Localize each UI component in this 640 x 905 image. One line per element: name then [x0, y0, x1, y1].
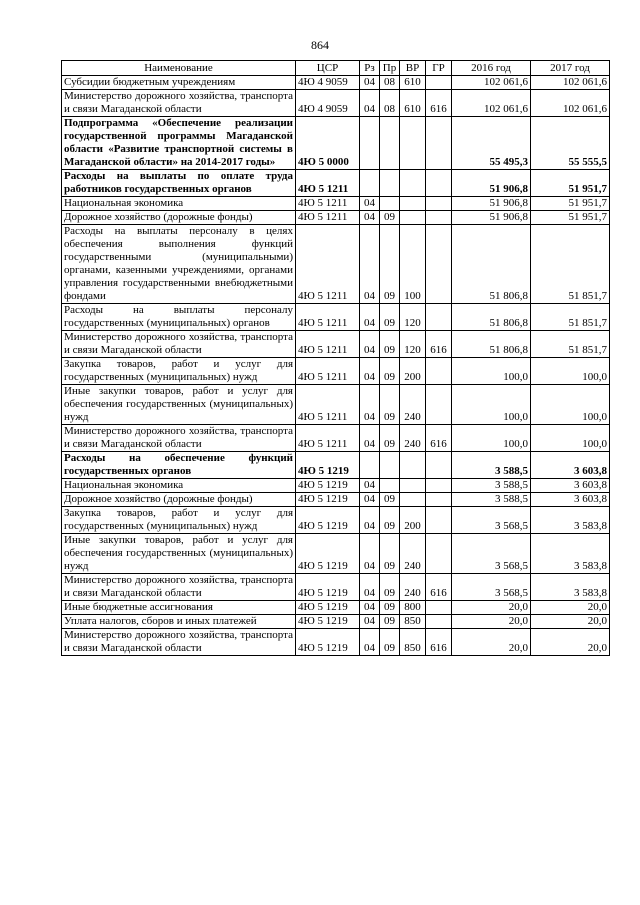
table-row [62, 507, 610, 534]
cell-name: Национальная экономика [62, 479, 296, 493]
cell-2017: 3 603,8 [531, 479, 610, 493]
table-row [62, 629, 610, 656]
cell-vr [400, 493, 426, 507]
cell-csr: 4Ю 5 1219 [296, 601, 360, 615]
cell-gr: 616 [426, 574, 452, 601]
cell-csr: 4Ю 5 1211 [296, 304, 360, 331]
table-row [62, 615, 610, 629]
cell-2016: 51 806,8 [452, 331, 531, 358]
cell-pr: 09 [380, 615, 400, 629]
cell-gr [426, 615, 452, 629]
cell-pr: 08 [380, 90, 400, 117]
cell-2016: 3 568,5 [452, 534, 531, 574]
header-row [62, 61, 610, 76]
cell-pr: 09 [380, 385, 400, 425]
cell-csr: 4Ю 5 1211 [296, 225, 360, 304]
cell-csr: 4Ю 5 1219 [296, 534, 360, 574]
cell-2017: 100,0 [531, 425, 610, 452]
header-2017: 2017 год [531, 61, 610, 76]
cell-pr [380, 170, 400, 197]
header-2016: 2016 год [452, 61, 531, 76]
cell-vr: 120 [400, 331, 426, 358]
cell-name: Расходы на обеспечение функций государственных органов [62, 452, 296, 479]
cell-pr [380, 479, 400, 493]
cell-gr [426, 385, 452, 425]
table-row [62, 76, 610, 90]
cell-2017: 100,0 [531, 385, 610, 425]
cell-2016: 102 061,6 [452, 90, 531, 117]
cell-rz: 04 [360, 331, 380, 358]
cell-rz: 04 [360, 601, 380, 615]
cell-2016: 20,0 [452, 601, 531, 615]
cell-gr [426, 534, 452, 574]
cell-csr: 4Ю 5 1211 [296, 385, 360, 425]
cell-csr: 4Ю 5 1219 [296, 493, 360, 507]
cell-gr: 616 [426, 629, 452, 656]
cell-csr: 4Ю 4 9059 [296, 76, 360, 90]
cell-csr: 4Ю 5 1211 [296, 197, 360, 211]
table-row [62, 574, 610, 601]
cell-vr: 100 [400, 225, 426, 304]
cell-gr [426, 358, 452, 385]
cell-gr [426, 479, 452, 493]
cell-2017: 55 555,5 [531, 117, 610, 170]
cell-gr [426, 211, 452, 225]
cell-name: Дорожное хозяйство (дорожные фонды) [62, 211, 296, 225]
cell-rz: 04 [360, 90, 380, 117]
cell-vr [400, 197, 426, 211]
cell-vr: 850 [400, 615, 426, 629]
cell-vr: 200 [400, 507, 426, 534]
cell-csr: 4Ю 5 1211 [296, 331, 360, 358]
cell-gr [426, 225, 452, 304]
table-row [62, 331, 610, 358]
cell-pr: 08 [380, 76, 400, 90]
cell-rz: 04 [360, 385, 380, 425]
cell-gr: 616 [426, 90, 452, 117]
table-row [62, 534, 610, 574]
cell-gr [426, 493, 452, 507]
cell-pr [380, 117, 400, 170]
cell-vr [400, 211, 426, 225]
cell-csr: 4Ю 5 1219 [296, 574, 360, 601]
cell-vr [400, 452, 426, 479]
cell-name: Иные закупки товаров, работ и услуг для обеспечения государственных (муниципальных) нужд [62, 534, 296, 574]
cell-name: Дорожное хозяйство (дорожные фонды) [62, 493, 296, 507]
table-row [62, 225, 610, 304]
cell-csr: 4Ю 5 1219 [296, 479, 360, 493]
cell-2016: 51 906,8 [452, 211, 531, 225]
cell-pr: 09 [380, 493, 400, 507]
cell-pr: 09 [380, 358, 400, 385]
cell-2017: 51 951,7 [531, 197, 610, 211]
table-row [62, 601, 610, 615]
cell-rz: 04 [360, 615, 380, 629]
header-pr: Пр [380, 61, 400, 76]
cell-csr: 4Ю 5 1219 [296, 629, 360, 656]
cell-name: Министерство дорожного хозяйства, транспорта и связи Магаданской области [62, 574, 296, 601]
cell-vr [400, 170, 426, 197]
cell-name: Уплата налогов, сборов и иных платежей [62, 615, 296, 629]
cell-rz: 04 [360, 629, 380, 656]
cell-name: Министерство дорожного хозяйства, транспорта и связи Магаданской области [62, 629, 296, 656]
cell-2017: 51 851,7 [531, 304, 610, 331]
table-body [62, 76, 610, 656]
cell-csr: 4Ю 5 1219 [296, 615, 360, 629]
table-row [62, 358, 610, 385]
header-name: Наименование [62, 61, 296, 76]
cell-rz: 04 [360, 304, 380, 331]
cell-pr: 09 [380, 225, 400, 304]
cell-name: Министерство дорожного хозяйства, транспорта и связи Магаданской области [62, 331, 296, 358]
cell-csr: 4Ю 5 1211 [296, 170, 360, 197]
cell-pr: 09 [380, 534, 400, 574]
cell-2017: 20,0 [531, 629, 610, 656]
cell-rz: 04 [360, 534, 380, 574]
cell-2017: 51 951,7 [531, 211, 610, 225]
page-number: 864 [311, 38, 329, 52]
header-rz: Рз [360, 61, 380, 76]
cell-2017: 3 583,8 [531, 534, 610, 574]
cell-2016: 102 061,6 [452, 76, 531, 90]
cell-csr: 4Ю 5 1211 [296, 425, 360, 452]
cell-gr [426, 601, 452, 615]
cell-rz: 04 [360, 76, 380, 90]
cell-2016: 51 806,8 [452, 225, 531, 304]
cell-2016: 51 906,8 [452, 197, 531, 211]
cell-2016: 3 588,5 [452, 452, 531, 479]
cell-gr [426, 197, 452, 211]
cell-rz: 04 [360, 479, 380, 493]
cell-rz: 04 [360, 211, 380, 225]
cell-gr: 616 [426, 425, 452, 452]
cell-gr [426, 117, 452, 170]
cell-name: Иные закупки товаров, работ и услуг для обеспечения государственных (муниципальных) нужд [62, 385, 296, 425]
cell-rz: 04 [360, 197, 380, 211]
cell-2016: 3 588,5 [452, 493, 531, 507]
cell-name: Закупка товаров, работ и услуг для государственных (муниципальных) нужд [62, 507, 296, 534]
cell-2016: 100,0 [452, 385, 531, 425]
cell-pr: 09 [380, 425, 400, 452]
cell-csr: 4Ю 5 0000 [296, 117, 360, 170]
cell-rz [360, 117, 380, 170]
cell-2016: 100,0 [452, 358, 531, 385]
table-row [62, 211, 610, 225]
cell-2017: 51 851,7 [531, 225, 610, 304]
cell-pr: 09 [380, 304, 400, 331]
cell-pr: 09 [380, 507, 400, 534]
cell-rz: 04 [360, 574, 380, 601]
cell-pr: 09 [380, 331, 400, 358]
table-row [62, 170, 610, 197]
table-row [62, 452, 610, 479]
cell-2016: 3 568,5 [452, 507, 531, 534]
table-row [62, 304, 610, 331]
table-row [62, 117, 610, 170]
cell-2017: 102 061,6 [531, 76, 610, 90]
cell-2016: 20,0 [452, 629, 531, 656]
cell-gr [426, 304, 452, 331]
cell-2016: 51 806,8 [452, 304, 531, 331]
cell-name: Иные бюджетные ассигнования [62, 601, 296, 615]
cell-rz: 04 [360, 493, 380, 507]
cell-vr: 240 [400, 534, 426, 574]
cell-vr: 240 [400, 385, 426, 425]
cell-name: Национальная экономика [62, 197, 296, 211]
cell-name: Министерство дорожного хозяйства, транспорта и связи Магаданской области [62, 90, 296, 117]
cell-2016: 3 568,5 [452, 574, 531, 601]
cell-vr: 610 [400, 90, 426, 117]
table-row [62, 479, 610, 493]
cell-rz: 04 [360, 425, 380, 452]
cell-gr [426, 76, 452, 90]
cell-name: Подпрограмма «Обеспечение реализации государственной программы Магаданской области «Развитие транспортной системы в Магаданской области» на 2014-2017 годы» [62, 117, 296, 170]
cell-vr: 850 [400, 629, 426, 656]
cell-2016: 55 495,3 [452, 117, 531, 170]
cell-rz: 04 [360, 225, 380, 304]
cell-vr: 240 [400, 425, 426, 452]
cell-vr: 200 [400, 358, 426, 385]
cell-2017: 102 061,6 [531, 90, 610, 117]
cell-2016: 20,0 [452, 615, 531, 629]
cell-2017: 3 603,8 [531, 452, 610, 479]
cell-pr [380, 197, 400, 211]
cell-gr [426, 507, 452, 534]
cell-pr: 09 [380, 629, 400, 656]
cell-2017: 20,0 [531, 615, 610, 629]
cell-pr: 09 [380, 211, 400, 225]
cell-pr [380, 452, 400, 479]
cell-2016: 100,0 [452, 425, 531, 452]
cell-csr: 4Ю 5 1211 [296, 358, 360, 385]
cell-csr: 4Ю 4 9059 [296, 90, 360, 117]
cell-vr: 800 [400, 601, 426, 615]
cell-2017: 100,0 [531, 358, 610, 385]
cell-2016: 51 906,8 [452, 170, 531, 197]
cell-name: Министерство дорожного хозяйства, транспорта и связи Магаданской области [62, 425, 296, 452]
cell-vr: 240 [400, 574, 426, 601]
cell-2017: 51 851,7 [531, 331, 610, 358]
cell-2017: 3 583,8 [531, 574, 610, 601]
cell-csr: 4Ю 5 1219 [296, 507, 360, 534]
cell-2017: 51 951,7 [531, 170, 610, 197]
table-row [62, 425, 610, 452]
table-row [62, 493, 610, 507]
cell-vr [400, 117, 426, 170]
header-vr: ВР [400, 61, 426, 76]
cell-name: Расходы на выплаты персоналу в целях обеспечения выполнения функций государственными (муниципальными) органами, казенными учреждениями, органами управления государственными внебюджетными фондами [62, 225, 296, 304]
cell-vr: 120 [400, 304, 426, 331]
budget-table [61, 60, 610, 656]
cell-pr: 09 [380, 601, 400, 615]
cell-vr: 610 [400, 76, 426, 90]
table-row [62, 197, 610, 211]
cell-rz: 04 [360, 358, 380, 385]
cell-name: Субсидии бюджетным учреждениям [62, 76, 296, 90]
cell-name: Закупка товаров, работ и услуг для государственных (муниципальных) нужд [62, 358, 296, 385]
cell-vr [400, 479, 426, 493]
cell-csr: 4Ю 5 1211 [296, 211, 360, 225]
cell-gr [426, 170, 452, 197]
cell-pr: 09 [380, 574, 400, 601]
cell-2017: 3 603,8 [531, 493, 610, 507]
table-row [62, 90, 610, 117]
cell-2017: 3 583,8 [531, 507, 610, 534]
cell-rz [360, 452, 380, 479]
cell-rz [360, 170, 380, 197]
cell-2016: 3 588,5 [452, 479, 531, 493]
cell-name: Расходы на выплаты персоналу государственных (муниципальных) органов [62, 304, 296, 331]
cell-gr: 616 [426, 331, 452, 358]
cell-rz: 04 [360, 507, 380, 534]
header-csr: ЦСР [296, 61, 360, 76]
cell-2017: 20,0 [531, 601, 610, 615]
cell-gr [426, 452, 452, 479]
table-row [62, 385, 610, 425]
cell-name: Расходы на выплаты по оплате труда работников государственных органов [62, 170, 296, 197]
cell-csr: 4Ю 5 1219 [296, 452, 360, 479]
header-gr: ГР [426, 61, 452, 76]
